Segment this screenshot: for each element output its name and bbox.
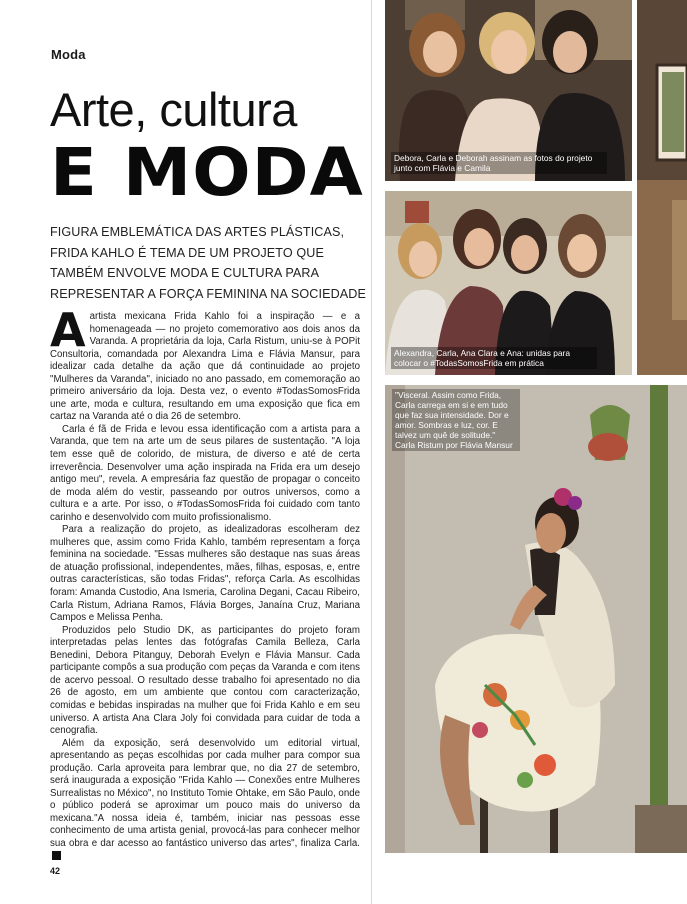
photo-caption: "Visceral. Assim como Frida, Carla carrega em si e em tudo que faz sua intensidade. Dor e amor. Sombras e luz, cor. E talvez um quê de solitude." Carla Ristum por Flávia Mansur (392, 389, 520, 451)
photo-illustration (637, 0, 687, 375)
end-mark: F (52, 851, 61, 860)
paragraph: Carla é fã de Frida e levou essa identificação com a artista para a Varanda, que tem na arte um de seus pilares de sustentação. "A loja tem esse quê de colorido, de mistura, de diverso e até de certa irreverência. Desenvolver uma ação inspirada na Frida era um desejo antigo meu", revela. A empresária faz questão de propagar o conceito de moda além do vestir, passeando por outros universos, como a cultura e a arte. Por isso, o #TodasSomosFrida foi cuidado com tanto carinho e desenvolvido com muito profissionalismo. (50, 423, 360, 523)
headline-line-1: Arte, cultura (50, 83, 297, 136)
photo-store-interior (637, 0, 687, 375)
page-number: 42 (50, 866, 61, 876)
photo-illustration (385, 385, 687, 853)
paragraph: Para a realização do projeto, as idealizadoras escolheram dez mulheres que, assim como Frida Kahlo, também representam a força feminina na sociedade. "Essas mulheres são destaque nas suas áreas de atuação profissional, independentes, mães, filhas, esposas, e, entre outras características, são todas Fridas", reforça Carla. As escolhidas foram: Amanda Custodio, Ana Ismeria, Carolina Degani, Cacau Ribeiro, Carla Ristum, Adriana Ramos, Flávia Borges, Janaína Cruz, Mariana Campos e Melissa Penha. (50, 524, 360, 624)
photo-frida-portrait (385, 385, 687, 853)
drop-cap: A (50, 303, 86, 357)
photo-caption: Alexandra, Carla, Ana Clara e Ana: unidas para colocar o #TodasSomosFrida em prática (391, 347, 597, 369)
article-body (50, 303, 360, 863)
column-divider (371, 0, 372, 904)
photo-four-women (385, 191, 632, 375)
photo-caption: Debora, Carla e Deborah assinam as fotos do projeto junto com Flávia e Camila (391, 152, 607, 174)
photo-three-women (385, 0, 632, 181)
paragraph: Produzidos pelo Studio DK, as participantes do projeto foram interpretadas pelas lentes das fotógrafas Camila Belleza, Carla Benedini, Debora Pitanguy, Deborah Evelyn e Flávia Mansur. Cada participante compôs a sua produção com peças da Varanda e com itens de acervo pessoal. O resultado desse trabalho foi apresentado no dia 26 de agosto, em um ambiente que contou com caracterização, comidas e bebidas inspiradas na mulher que foi Frida Kahlo e em seu universo. A artista Ana Clara Joly foi convidada para cuidar de toda a cenografia. (50, 624, 360, 737)
subheading: FIGURA EMBLEMÁTICA DAS ARTES PLÁSTICAS, FRIDA KAHLO É TEMA DE UM PROJETO QUE TAMBÉM ENVOLVE MODA E CULTURA PARA REPRESENTAR A FORÇA FEMININA NA SOCIEDADE (50, 225, 366, 301)
headline-line-2: E MODA (50, 134, 364, 211)
paragraph: Além da exposição, será desenvolvido um editorial virtual, apresentando as peças escolhidas por cada mulher para compor sua produção. Carla aproveita para lembrar que, no dia 27 de setembro, será inaugurada a exposição "Frida Kahlo — Conexões entre Mulheres Surrealistas no México", no Instituto Tomie Ohtake, em São Paulo, onde o público poderá se aproximar um pouco mais do universo da mexicana."A nossa ideia é, também, iniciar nas pessoas esse conhecimento de uma artista genial, provocá-las para conhecer melhor sua obra e dar acesso ao fantástico universo das artes", finaliza Carla.F (50, 737, 360, 860)
paragraph: Aartista mexicana Frida Kahlo foi a inspiração — e a homenageada — no projeto comemorativo aos dois anos da Varanda. A proprietária da loja, Carla Ristum, uniu-se à POPit Consultoria, comandada por Alexandra Lima e Flávia Mansur, para idealizar cada detalhe da ação que dá continuidade ao projeto "Mulheres da Varanda", iniciado no ano passado, em comemoração ao primeiro aniversário da loja. Desta vez, o evento #TodasSomosFrida une arte, moda e cultura, resultando em uma exposição que fica em cartaz na Varanda até o dia 26 de setembro. (50, 303, 360, 423)
section-label: Moda (51, 47, 86, 62)
